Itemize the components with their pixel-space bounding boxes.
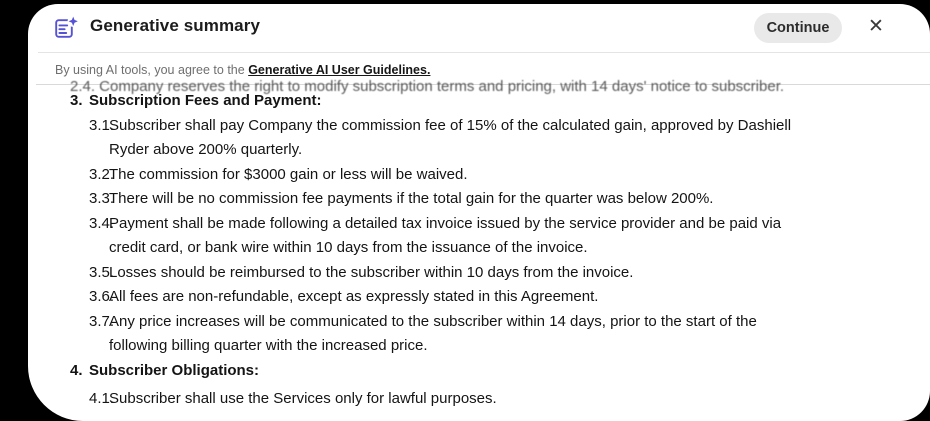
header-divider <box>38 52 930 53</box>
clipped-bottom-row <box>28 387 930 412</box>
clause-text: Ryder above 200% quarterly. <box>109 141 303 158</box>
panel-header <box>28 4 930 52</box>
clause-number: 3.7. <box>89 312 115 330</box>
close-icon[interactable]: ✕ <box>862 13 890 41</box>
clause-number: 4. <box>70 361 83 379</box>
clause-text: following billing quarter with the increased price. <box>109 337 428 354</box>
clause-text: There will be no commission fee payments if the total gain for the quarter was below 200%. <box>109 190 714 207</box>
section-heading <box>28 89 930 114</box>
clause-number: 3.4. <box>89 214 115 232</box>
clause-text: Payment shall be made following a detailed tax invoice issued by the service provider and be paid via <box>109 214 782 232</box>
clause-row <box>28 310 930 335</box>
clause-text: Subscriber Obligations: <box>89 361 260 379</box>
generative-summary-panel <box>28 4 930 421</box>
clause-text: credit card, or bank wire within 10 days from the issuance of the invoice. <box>109 239 588 256</box>
page-title: Generative summary <box>90 16 260 35</box>
clause-row <box>28 163 930 188</box>
document-content <box>28 78 930 412</box>
clause-row-continuation <box>28 334 930 359</box>
clause-text: Losses should be reimbursed to the subscriber within 10 days from the invoice. <box>109 263 634 281</box>
clause-row <box>28 285 930 310</box>
clause-number: 3.2. <box>89 165 115 183</box>
clause-number: 3.3. <box>89 190 115 207</box>
generative-summary-icon <box>53 15 79 41</box>
clause-row <box>28 212 930 237</box>
clause-row <box>28 114 930 139</box>
clause-number: 3.5. <box>89 263 115 281</box>
clause-row <box>28 261 930 286</box>
clause-row-continuation <box>28 236 930 261</box>
clause-number: 3.1. <box>89 116 115 134</box>
clause-text: Any price increases will be communicated to the subscriber within 14 days, prior to the start of the <box>109 312 757 330</box>
guidelines-link[interactable]: Generative AI User Guidelines. <box>248 63 431 77</box>
clause-text: All fees are non-refundable, except as expressly stated in this Agreement. <box>109 288 599 305</box>
continue-button[interactable]: Continue <box>754 13 842 43</box>
clause-number: 3.6. <box>89 288 115 305</box>
clause-text: Subscriber shall use the Services only for lawful purposes. <box>109 390 497 407</box>
clause-text: The commission for $3000 gain or less will be waived. <box>109 165 468 183</box>
clause-row <box>28 187 930 212</box>
clipped-line-text: 2.4. Company reserves the right to modify subscription terms and pricing, with 14 days' notice to subscriber. <box>70 78 785 95</box>
clause-row-continuation <box>28 138 930 163</box>
clause-text: Subscription Fees and Payment: <box>89 92 322 109</box>
clause-number: 3. <box>70 92 83 109</box>
clipped-previous-line <box>28 75 930 95</box>
clause-text: Subscriber shall pay Company the commission fee of 15% of the calculated gain, approved by Dashiell <box>109 116 792 134</box>
disclaimer-text: By using AI tools, you agree to the <box>55 63 249 77</box>
section-heading <box>28 359 930 384</box>
clause-number: 4.1. <box>89 390 115 407</box>
